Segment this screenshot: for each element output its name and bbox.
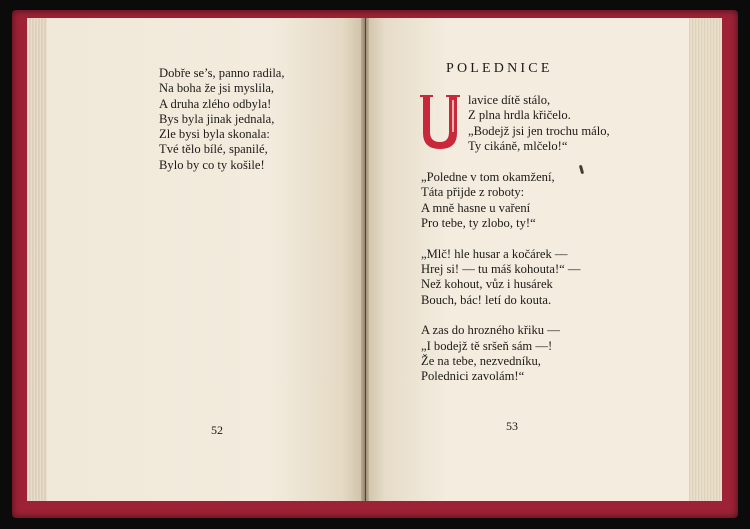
stanza-3: [421, 247, 581, 308]
page-number-left: 52: [211, 423, 223, 437]
stanza-4: [421, 323, 581, 384]
verse-line: Tvé tělo bílé, spanilé,: [159, 142, 268, 157]
verse-line: Dobře se’s, panno radila,: [159, 66, 285, 80]
verse-line: „Poledne v tom okamžení,: [421, 170, 555, 184]
stanza-2: [421, 170, 581, 231]
verse-line: „I bodejž tě sršeň sám —!: [421, 338, 553, 353]
verse-line: Bylo by co ty košile!: [159, 157, 265, 172]
verse-line: Než kohout, vůz i husárek: [421, 277, 553, 292]
verse-line: A mně hasne u vaření: [421, 200, 531, 215]
verse-line: Bys byla jinak jednala,: [159, 111, 275, 126]
book-gutter: [361, 18, 369, 501]
verse-line: Hrej si! — tu máš kohouta!“ —: [421, 261, 581, 276]
verse-line: Ty cikáně, mlčelo!“: [468, 138, 568, 153]
decorative-initial-letter: U: [416, 92, 417, 93]
poem-title: POLEDNICE: [446, 61, 553, 76]
page-edges-right: [688, 18, 722, 501]
page-edges-left: [27, 18, 49, 501]
page-number-right: 53: [506, 419, 518, 433]
verse-line: Bouch, bác! letí do kouta.: [421, 292, 552, 307]
verse-line: lavice dítě stálo,: [468, 93, 551, 107]
verse-line: Polednici zavolám!“: [421, 369, 525, 384]
stanza-1-last-lines: [468, 124, 610, 155]
left-page-verse: [159, 66, 285, 173]
stanza-1-first-lines: [468, 93, 571, 124]
verse-line: „Mlč! hle husar a kočárek —: [421, 246, 568, 261]
verse-line: Na boha že jsi myslila,: [159, 81, 275, 96]
verse-line: Že na tebe, nezvedníku,: [421, 353, 541, 368]
verse-line: Zle bysi byla skonala:: [159, 127, 270, 142]
right-page-verse: [421, 170, 581, 400]
verse-line: Pro tebe, ty zlobo, ty!“: [421, 215, 536, 230]
verse-line: A zas do hrozného křiku —: [421, 323, 560, 338]
decorative-initial-u: [416, 92, 464, 152]
verse-line: Z plna hrdla křičelo.: [468, 108, 571, 123]
verse-line: Táta přijde z roboty:: [421, 185, 525, 200]
verse-line: „Bodejž jsi jen trochu málo,: [468, 123, 610, 138]
verse-line: A druha zlého odbyla!: [159, 96, 272, 111]
